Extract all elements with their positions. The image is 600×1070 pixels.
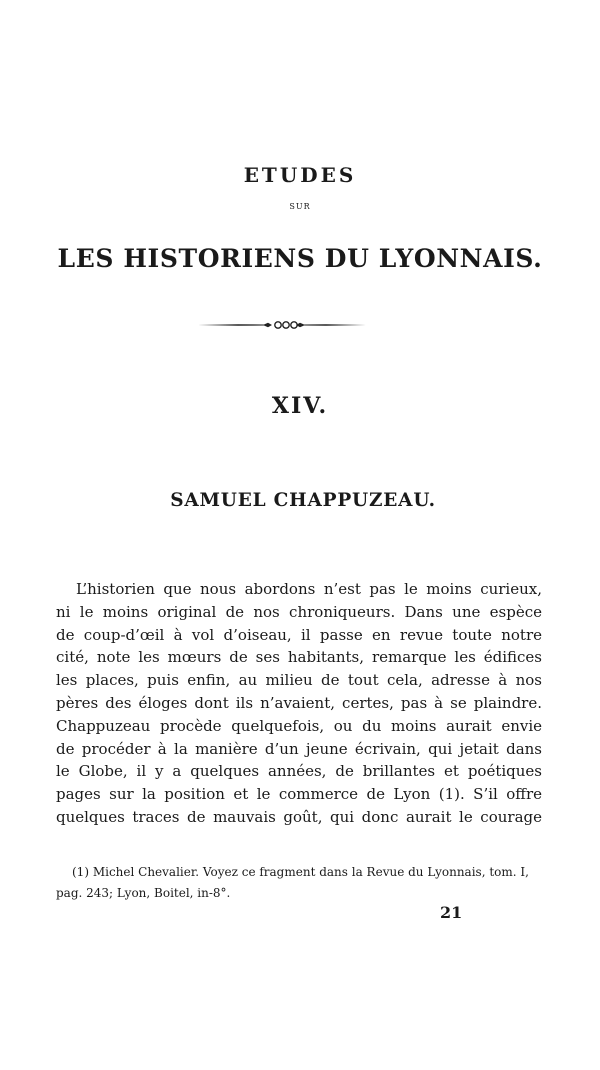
footnote-line: pag. 243; Lyon, Boitel, in-8°. — [56, 886, 231, 900]
body-line: cité, note les mœurs de ses habitants, remarque les édifices — [56, 648, 542, 667]
body-line: de coup-d’œil à vol d’oiseau, il passe en revue toute notre — [56, 625, 542, 644]
body-line: les places, puis enfin, au milieu de tout cela, adresse à nos — [56, 671, 542, 690]
page-title: LES HISTORIENS DU LYONNAIS. — [57, 244, 543, 273]
footnote — [56, 862, 546, 904]
ornament-divider — [198, 318, 366, 332]
body-line: pères des éloges dont ils n’avaient, certes, pas à se plaindre. — [56, 693, 542, 712]
footnote-line: (1) Michel Chevalier. Voyez ce fragment dans la Revue du Lyonnais, tom. I, — [72, 865, 529, 879]
page-number: 21 — [440, 903, 463, 922]
body-line: L’historien que nous abordons n’est pas le moins curieux, — [76, 580, 542, 598]
body-paragraph — [56, 578, 542, 829]
body-line: de procéder à la manière d’un jeune écrivain, qui jetait dans — [56, 739, 542, 758]
body-line: pages sur la position et le commerce de Lyon (1). S’il offre — [56, 785, 542, 804]
body-line: ni le moins original de nos chroniqueurs. Dans une espèce — [56, 602, 542, 621]
heading-etudes: ETUDES — [243, 163, 357, 187]
body-line: Chappuzeau procède quelquefois, ou du moins aurait envie — [56, 716, 542, 735]
body-line: le Globe, il y a quelques années, de brillantes et poétiques — [56, 762, 542, 781]
body-line: quelques traces de mauvais goût, qui donc aurait le courage — [56, 807, 542, 826]
chapter-title: SAMUEL CHAPPUZEAU. — [170, 490, 436, 511]
heading-sur: SUR — [289, 202, 311, 211]
chapter-number: XIV. — [271, 393, 329, 419]
